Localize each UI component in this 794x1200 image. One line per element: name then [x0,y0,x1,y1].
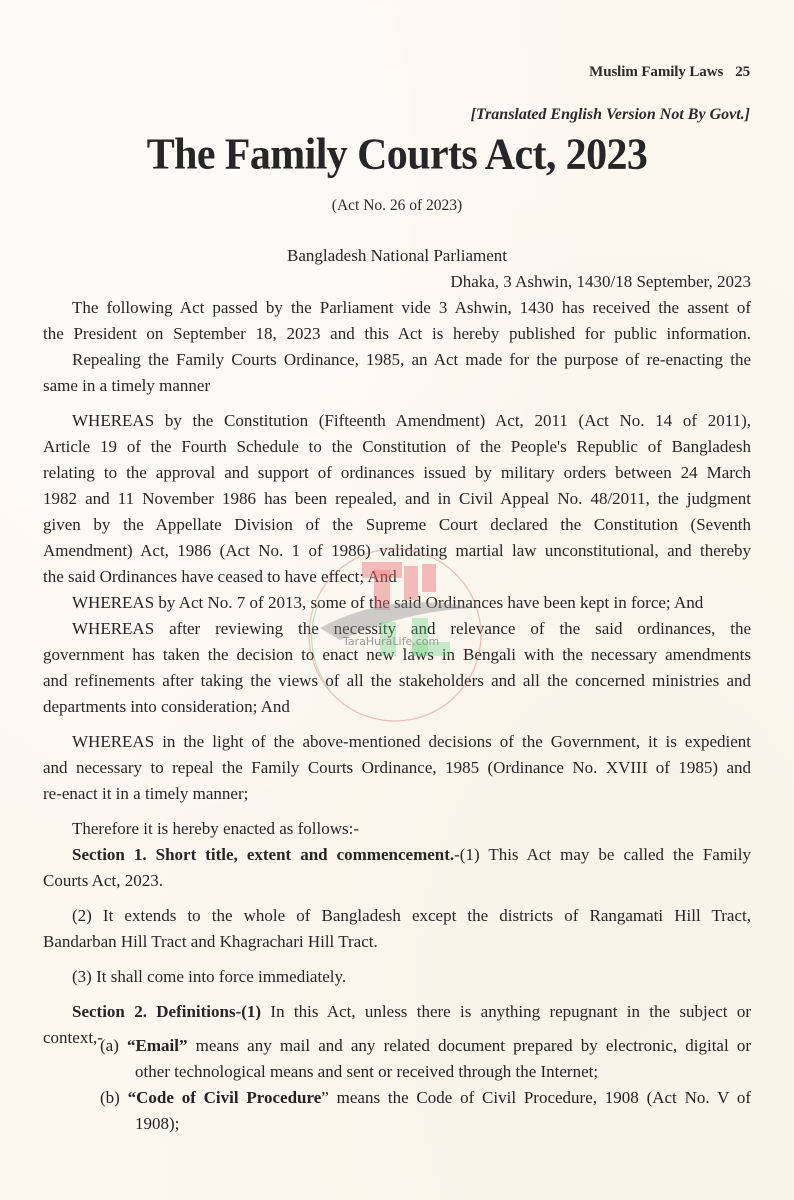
definition-a-term: “Email” [127,1036,188,1055]
whereas-4-line-1: WHEREAS in the light of the above-mentioned decisions of the Government, it is expedient [72,732,751,751]
whereas-1-line-2: Article 19 of the Fourth Schedule to the Constitution of the People's Republic of Bangladesh [43,437,751,456]
whereas-3-line-2: government has taken the decision to enact new laws in Bengali with the necessary amendments [43,645,751,664]
whereas-4-line-3: re-enact it in a timely manner; [43,784,249,803]
section-1-clause-3: (3) It shall come into force immediately. [72,967,347,986]
section-1-clause-2-line-1: (2) It extends to the whole of Bangladesh except the districts of Rangamati Hill Tract, [72,906,751,925]
whereas-4-line-2: and necessary to repeal the Family Courts Ordinance, 1985 (Ordinance No. XVIII of 1985) and [43,758,751,777]
issuer: Bangladesh National Parliament [287,246,507,265]
whereas-1-line-1: WHEREAS by the Constitution (Fifteenth Amendment) Act, 2011 (Act No. 14 of 2011), [72,411,751,430]
section-1-line-2: Courts Act, 2023. [43,871,163,890]
section-2-line-1 [43,999,751,1025]
definition-b-term: “Code of Civil Procedure [127,1088,322,1107]
book-title: Muslim Family Laws [589,64,724,80]
section-1-heading: Section 1. Short title, extent and commencement. [72,845,455,864]
whereas-1-line-4: 1982 and 11 November 1986 has been repealed, and in Civil Appeal No. 48/2011, the judgment [43,489,751,508]
translation-note: [Translated English Version Not By Govt.] [470,106,750,123]
assent-line-1: The following Act passed by the Parliament vide 3 Ashwin, 1430 has received the assent of [72,298,751,317]
section-2-line-2: context,- [43,1028,103,1047]
whereas-1-line-5: given by the Appellate Division of the Supreme Court declared the Constitution (Seventh [43,515,751,534]
page-title: The Family Courts Act, 2023 [146,130,648,180]
enactment-clause: Therefore it is hereby enacted as follows:- [72,819,359,838]
running-head [589,64,750,81]
definition-a [100,1033,751,1085]
dateline: Dhaka, 3 Ashwin, 1430/18 September, 2023 [450,272,751,291]
repeal-line-2: same in a timely manner [43,376,211,395]
whereas-1-line-7: the said Ordinances have ceased to have effect; And [43,567,397,586]
whereas-2-line-1: WHEREAS by Act No. 7 of 2013, some of the said Ordinances have been kept in force; And [72,593,704,612]
section-1-clause-1: -(1) This Act may be called the Family [454,845,751,864]
definition-a-label: (a) [100,1036,119,1055]
definition-a-line-1: (a) “Email” means any mail and any related document prepared by electronic, digital or [100,1036,751,1055]
section-1-clause-2-line-2: Bandarban Hill Tract and Khagrachari Hill Tract. [43,932,378,951]
assent-line-2: the President on September 18, 2023 and this Act is hereby published for public information. [43,324,751,343]
watermark-text: TaraHuraLife.com [343,635,440,648]
whereas-1-line-6: Amendment) Act, 1986 (Act No. 1 of 1986) validating martial law unconstitutional, and thereby [43,541,751,560]
section-2-heading: Section 2. Definitions-(1) [72,1002,262,1021]
definition-b-label: (b) [100,1088,120,1107]
whereas-3-line-1: WHEREAS after reviewing the necessity and relevance of the said ordinances, the [72,619,751,638]
section-1-line-1 [43,842,751,868]
definition-b-line-1: (b) “Code of Civil Procedure” means the Code of Civil Procedure, 1908 (Act No. V of [100,1088,752,1107]
definition-b [100,1085,751,1137]
definition-b-line-2: 1908); [135,1114,180,1133]
whereas-3-line-4: departments into consideration; And [43,697,290,716]
section-2-intro: In this Act, unless there is anything repugnant in the subject or [261,1002,751,1021]
whereas-3-line-3: and refinements after taking the views of all the stakeholders and all the concerned ministries and [43,671,751,690]
repeal-line-1: Repealing the Family Courts Ordinance, 1985, an Act made for the purpose of re-enacting the [72,350,751,369]
definition-a-line-2: other technological means and sent or received through the Internet; [135,1062,599,1081]
act-number: (Act No. 26 of 2023) [331,197,463,214]
page-number: 25 [735,64,750,80]
whereas-1-line-3: relating to the approval and support of ordinances issued by military orders between 24 March [43,463,751,482]
